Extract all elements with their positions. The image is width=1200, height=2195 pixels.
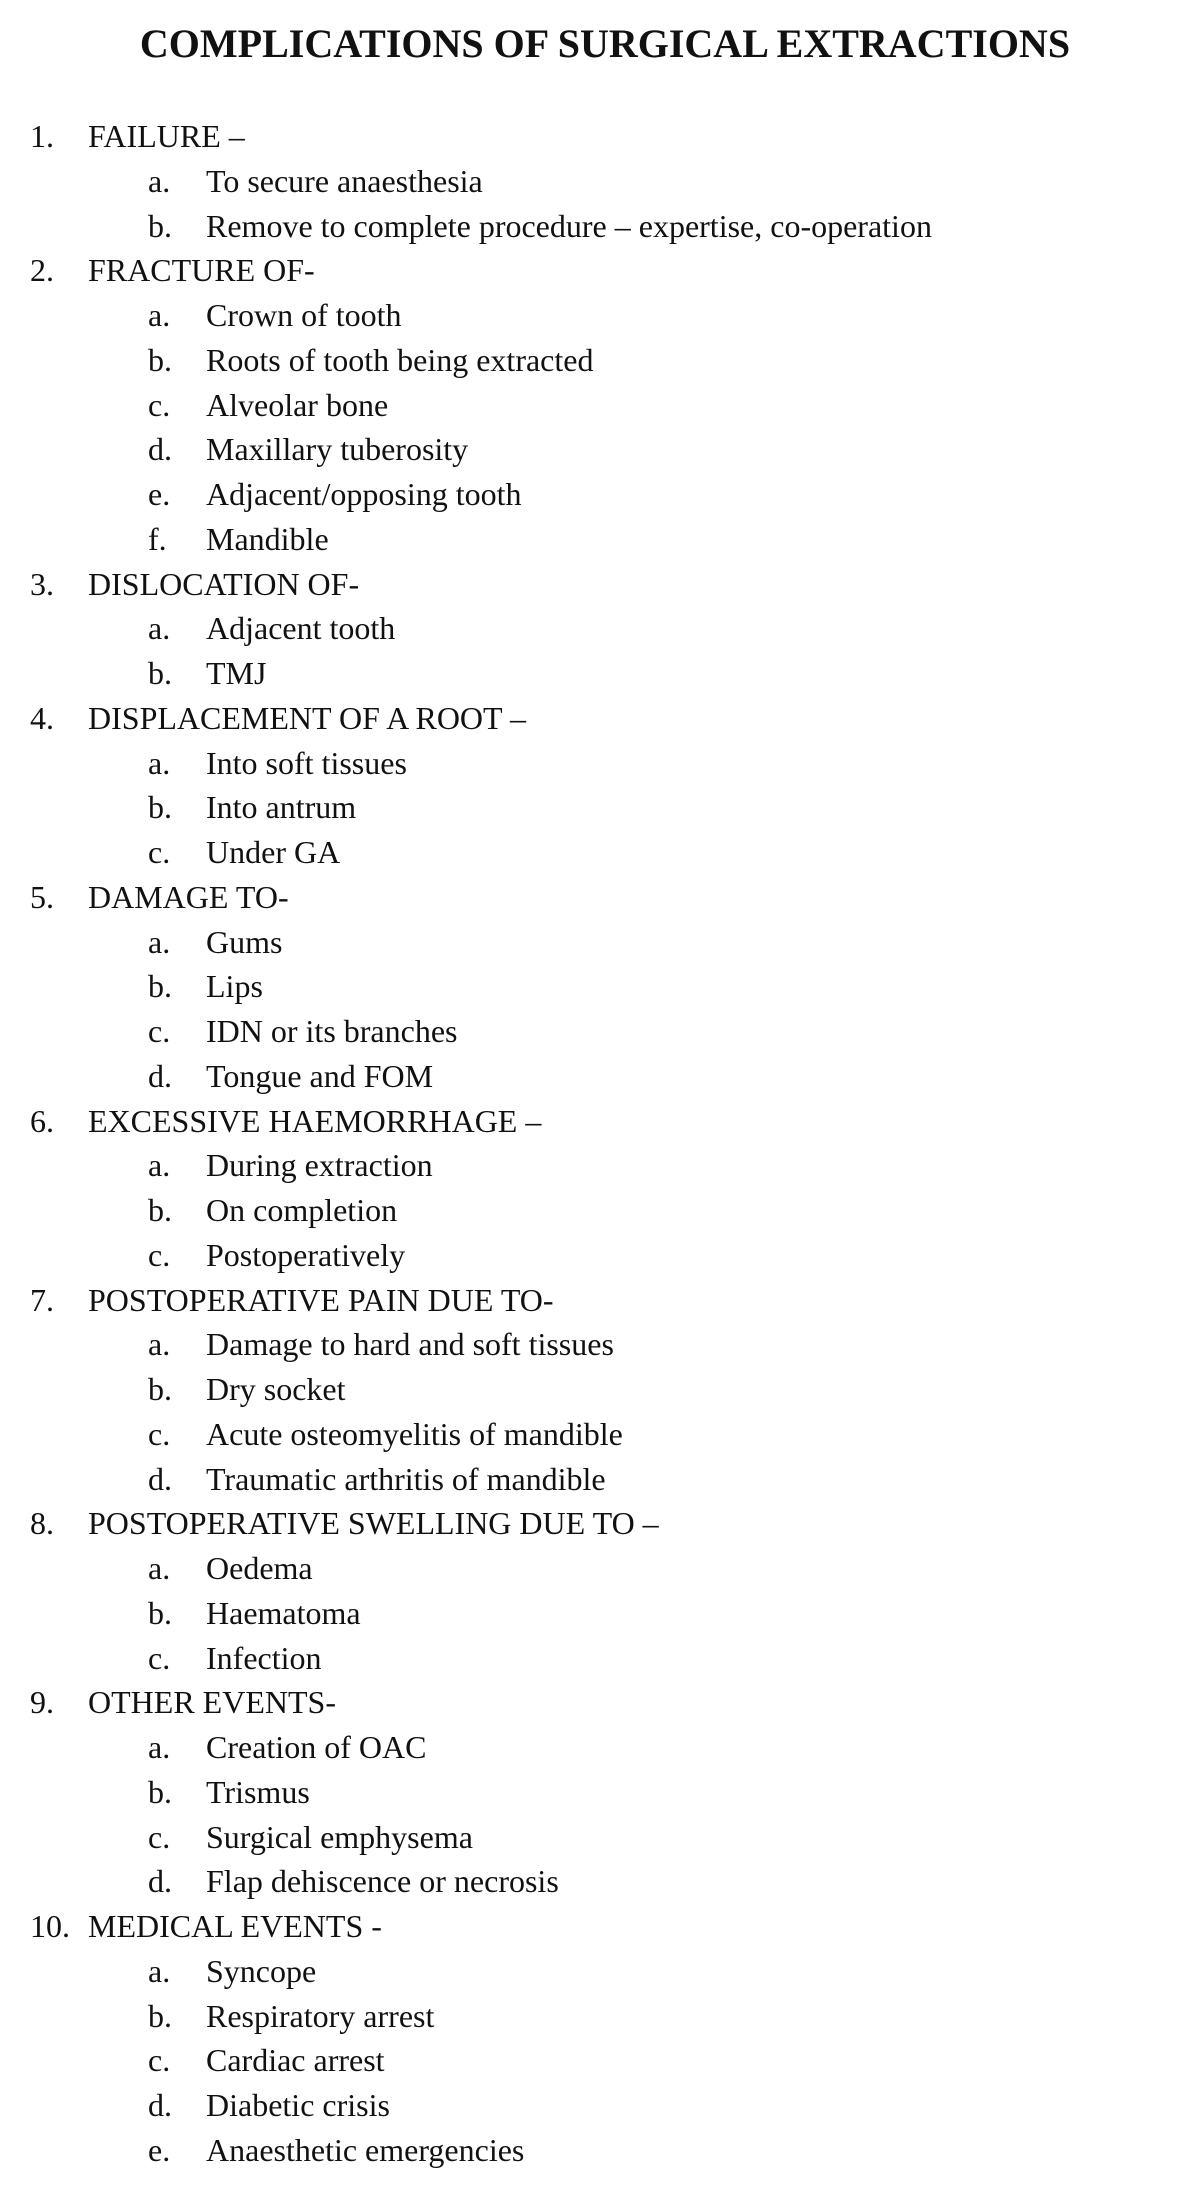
list-item <box>0 383 1200 428</box>
item-text: Mandible <box>206 520 329 557</box>
list-item <box>0 2038 1200 2083</box>
section-item <box>0 1278 1200 1502</box>
list-item <box>0 1636 1200 1681</box>
section-number: 10. <box>30 1908 70 1944</box>
item-letter: d. <box>148 431 172 468</box>
list-item <box>0 1457 1200 1502</box>
item-text: Respiratory arrest <box>206 1997 435 2034</box>
section-item <box>0 696 1200 875</box>
item-text: Roots of tooth being extracted <box>206 341 594 378</box>
item-text: Diabetic crisis <box>206 2087 390 2123</box>
section-heading: DISLOCATION OF- <box>88 565 360 602</box>
item-text: Dry socket <box>206 1371 346 1407</box>
list-item <box>0 1859 1200 1904</box>
section-heading-row <box>0 1501 1200 1546</box>
item-letter: b. <box>148 1997 172 2034</box>
list-item <box>0 1233 1200 1278</box>
section-item <box>0 1680 1200 1904</box>
sub-list <box>0 741 1200 875</box>
item-letter: d. <box>148 2087 172 2123</box>
item-text: Traumatic arthritis of mandible <box>206 1460 606 1497</box>
item-text: Anaesthetic emergencies <box>206 2131 525 2168</box>
item-letter: a. <box>148 744 171 781</box>
item-letter: c. <box>148 1818 171 1855</box>
item-letter: a. <box>148 1550 171 1586</box>
item-text: Lips <box>206 968 263 1005</box>
section-item <box>0 1501 1200 1680</box>
item-text: Infection <box>206 1639 322 1676</box>
section-heading-row <box>0 562 1200 607</box>
section-number: 8. <box>30 1505 54 1542</box>
list-item <box>0 427 1200 472</box>
item-letter: b. <box>148 1371 172 1407</box>
list-item <box>0 517 1200 562</box>
item-text: Adjacent tooth <box>206 610 396 647</box>
list-item <box>0 1591 1200 1636</box>
section-number: 2. <box>30 252 54 289</box>
item-text: Into antrum <box>206 789 357 826</box>
item-text: Creation of OAC <box>206 1729 427 1765</box>
list-item <box>0 1546 1200 1591</box>
list-item <box>0 293 1200 338</box>
list-item <box>0 2083 1200 2128</box>
item-letter: a. <box>148 1729 171 1765</box>
section-heading: MEDICAL EVENTS - <box>88 1908 382 1944</box>
item-text: Haematoma <box>206 1594 361 1631</box>
list-item <box>0 472 1200 517</box>
sub-list <box>0 159 1200 249</box>
list-item <box>0 1054 1200 1099</box>
list-item <box>0 1949 1200 1994</box>
section-heading: FRACTURE OF- <box>88 252 315 289</box>
sub-list <box>0 606 1200 696</box>
sub-list <box>0 1546 1200 1680</box>
item-text: Into soft tissues <box>206 744 407 781</box>
section-heading: OTHER EVENTS- <box>88 1684 336 1721</box>
list-item <box>0 1725 1200 1770</box>
item-letter: d. <box>148 1863 172 1900</box>
complications-list <box>0 114 1200 2173</box>
item-letter: a. <box>148 162 171 199</box>
section-heading-row <box>0 1278 1200 1323</box>
item-letter: d. <box>148 1057 172 1094</box>
list-item <box>0 606 1200 651</box>
list-item <box>0 204 1200 249</box>
item-text: Maxillary tuberosity <box>206 431 469 468</box>
section-heading: DISPLACEMENT OF A ROOT – <box>88 699 526 736</box>
item-letter: a. <box>148 923 171 960</box>
item-text: Surgical emphysema <box>206 1818 473 1855</box>
item-text: TMJ <box>206 655 267 691</box>
section-heading-row <box>0 114 1200 159</box>
list-item <box>0 920 1200 965</box>
item-letter: c. <box>148 2042 171 2079</box>
list-item <box>0 159 1200 204</box>
item-text: During extraction <box>206 1147 433 1184</box>
item-text: Oedema <box>206 1550 313 1586</box>
item-letter: a. <box>148 1952 171 1989</box>
item-letter: b. <box>148 789 172 826</box>
item-text: Tongue and FOM <box>206 1057 434 1094</box>
item-text: Acute osteomyelitis of mandible <box>206 1415 623 1452</box>
section-item <box>0 875 1200 1099</box>
list-item <box>0 964 1200 1009</box>
item-text: Trismus <box>206 1773 310 1810</box>
section-number: 6. <box>30 1102 54 1139</box>
list-item <box>0 2128 1200 2173</box>
list-item <box>0 741 1200 786</box>
section-number: 5. <box>30 878 54 915</box>
section-heading: DAMAGE TO- <box>88 878 289 915</box>
item-text: To secure anaesthesia <box>206 162 483 199</box>
list-item <box>0 1412 1200 1457</box>
list-item <box>0 1322 1200 1367</box>
item-text: Remove to complete procedure – expertise, co-operation <box>206 207 932 244</box>
section-heading-row <box>0 696 1200 741</box>
section-heading: FAILURE – <box>88 118 245 154</box>
item-letter: b. <box>148 1192 172 1228</box>
section-heading-row <box>0 875 1200 920</box>
section-heading-row <box>0 1099 1200 1144</box>
section-heading-row <box>0 248 1200 293</box>
list-item <box>0 1815 1200 1860</box>
item-letter: a. <box>148 297 171 333</box>
section-item <box>0 1099 1200 1278</box>
list-item <box>0 785 1200 830</box>
sub-list <box>0 1949 1200 2173</box>
item-letter: a. <box>148 1326 171 1363</box>
section-number: 7. <box>30 1281 54 1318</box>
item-text: Cardiac arrest <box>206 2042 385 2079</box>
list-item <box>0 1367 1200 1412</box>
item-letter: c. <box>148 1236 171 1273</box>
item-letter: c. <box>148 834 171 870</box>
item-text: Gums <box>206 923 283 960</box>
section-heading-row <box>0 1680 1200 1725</box>
item-letter: c. <box>148 1013 171 1049</box>
item-text: Postoperatively <box>206 1236 406 1273</box>
sub-list <box>0 293 1200 562</box>
item-text: IDN or its branches <box>206 1013 458 1049</box>
item-letter: c. <box>148 1639 171 1676</box>
item-letter: e. <box>148 2131 171 2168</box>
item-letter: e. <box>148 476 171 512</box>
section-item <box>0 248 1200 561</box>
item-text: Syncope <box>206 1952 317 1989</box>
sub-list <box>0 1143 1200 1277</box>
section-number: 3. <box>30 565 54 602</box>
list-item <box>0 1009 1200 1054</box>
sub-list <box>0 1322 1200 1501</box>
item-text: Flap dehiscence or necrosis <box>206 1863 559 1900</box>
section-item <box>0 1904 1200 2173</box>
item-letter: a. <box>148 1147 171 1184</box>
section-item <box>0 562 1200 696</box>
item-text: Damage to hard and soft tissues <box>206 1326 614 1363</box>
item-letter: a. <box>148 610 171 647</box>
item-letter: b. <box>148 341 172 378</box>
item-text: Adjacent/opposing tooth <box>206 476 522 512</box>
section-number: 4. <box>30 699 54 736</box>
item-letter: f. <box>148 520 167 557</box>
section-number: 9. <box>30 1684 54 1721</box>
sub-list <box>0 920 1200 1099</box>
sub-list <box>0 1725 1200 1904</box>
list-item <box>0 830 1200 875</box>
section-heading: POSTOPERATIVE PAIN DUE TO- <box>88 1281 554 1318</box>
item-letter: d. <box>148 1460 172 1497</box>
item-text: On completion <box>206 1192 398 1228</box>
section-heading: EXCESSIVE HAEMORRHAGE – <box>88 1102 542 1139</box>
section-heading: POSTOPERATIVE SWELLING DUE TO – <box>88 1505 659 1542</box>
list-item <box>0 1770 1200 1815</box>
item-text: Crown of tooth <box>206 297 402 333</box>
list-item <box>0 651 1200 696</box>
item-letter: c. <box>148 1415 171 1452</box>
page-title: COMPLICATIONS OF SURGICAL EXTRACTIONS <box>139 21 1071 66</box>
item-text: Alveolar bone <box>206 386 389 423</box>
item-letter: b. <box>148 655 172 691</box>
item-text: Under GA <box>206 834 341 870</box>
list-item <box>0 338 1200 383</box>
item-letter: b. <box>148 1594 172 1631</box>
item-letter: b. <box>148 968 172 1005</box>
list-item <box>0 1994 1200 2039</box>
item-letter: b. <box>148 1773 172 1810</box>
item-letter: c. <box>148 386 171 423</box>
item-letter: b. <box>148 207 172 244</box>
section-item <box>0 114 1200 248</box>
section-number: 1. <box>30 118 54 154</box>
list-item <box>0 1143 1200 1188</box>
list-item <box>0 1188 1200 1233</box>
section-heading-row <box>0 1904 1200 1949</box>
